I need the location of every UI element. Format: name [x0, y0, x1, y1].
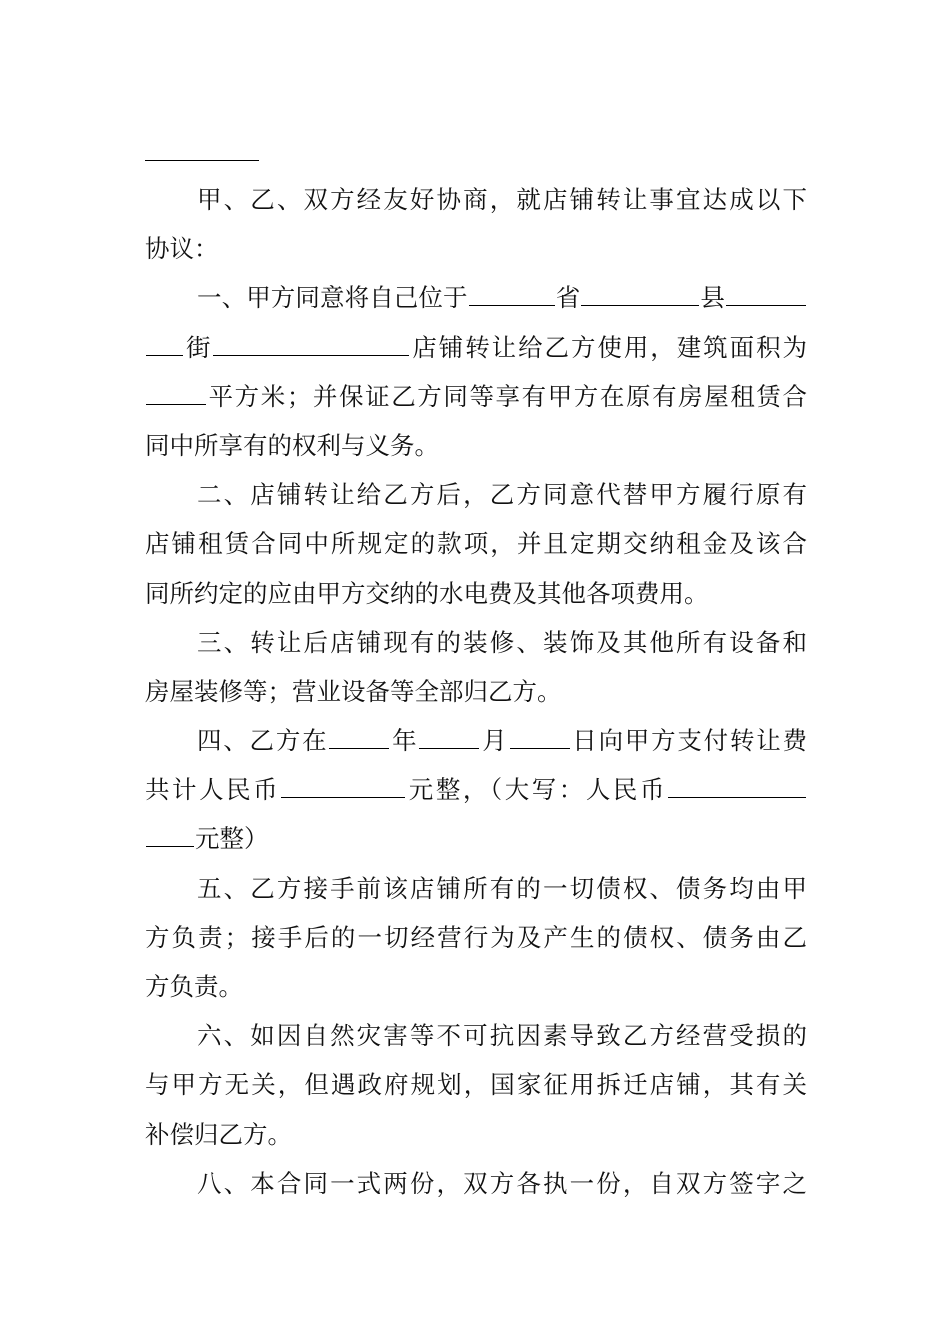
area-unit-text: 平方米；并保证乙方同等享有甲方在原有房屋租赁合 [207, 381, 807, 411]
amount-in-words-blank-part-2 [146, 821, 194, 848]
intro-line-1: 甲、乙、双方经友好协商，就店铺转让事宜达成以下 [197, 185, 807, 214]
clause-5-line-3: 方负责。 [145, 972, 243, 1001]
clause-5-line-2: 方负责；接手后的一切经营行为及产生的债权、债务由乙 [145, 922, 807, 952]
intro-line-2: 协议： [145, 234, 219, 264]
transfer-text: 店铺转让给乙方使用，建筑面积为 [410, 332, 807, 362]
clause-1-text: 一、甲方同意将自己位于 [197, 283, 468, 313]
clause-1 [145, 273, 807, 470]
shop-address-blank [213, 329, 409, 356]
clause-1-line-4: 同中所享有的权利与义务。 [145, 430, 439, 460]
amount-in-words-blank-part-1 [668, 772, 806, 799]
clause-6-line-2: 与甲方无关，但遇政府规划，国家征用拆迁店铺，其有关 [145, 1070, 807, 1100]
month-blank [419, 722, 479, 749]
total-label: 共计人民币 [145, 775, 281, 805]
street-blank-part-1 [726, 280, 806, 307]
intro-paragraph [145, 175, 807, 273]
clause-4-text: 四、乙方在 [197, 726, 329, 756]
top-fill-in-blank [145, 160, 259, 161]
clause-6-line-3: 补偿归乙方。 [145, 1119, 292, 1149]
clause-6-line-1: 六、如因自然灾害等不可抗因素导致乙方经营受损的 [197, 1021, 807, 1051]
month-label: 月 [480, 726, 509, 756]
clause-3-line-1: 三、转让后店铺现有的装修、装饰及其他所有设备和 [197, 627, 807, 657]
clause-1-line-1 [145, 273, 807, 322]
amount-blank [281, 772, 405, 799]
day-text: 日向甲方支付转让费 [570, 726, 807, 756]
clause-4-line-1 [145, 716, 807, 765]
yuan-text: 元整，（大写：人民币 [406, 775, 667, 805]
clause-8 [145, 1159, 807, 1208]
clause-4 [145, 716, 807, 864]
clause-2-line-3: 同所约定的应由甲方交纳的水电费及其他各项费用。 [145, 578, 709, 608]
county-blank [581, 280, 699, 307]
clause-2 [145, 470, 807, 618]
street-label: 街 [184, 332, 213, 362]
clause-8-line-1: 八、本合同一式两份，双方各执一份，自双方签字之 [197, 1168, 807, 1198]
clause-6 [145, 1011, 807, 1159]
clause-5-line-1: 五、乙方接手前该店铺所有的一切债权、债务均由甲 [197, 873, 807, 903]
clause-2-line-1: 二、店铺转让给乙方后，乙方同意代替甲方履行原有 [197, 480, 807, 510]
county-label: 县 [700, 283, 726, 313]
clause-5 [145, 864, 807, 1012]
clause-1-line-2 [145, 323, 807, 372]
province-label: 省 [555, 283, 581, 313]
province-blank [469, 280, 555, 307]
clause-2-line-2: 店铺租赁合同中所规定的款项，并且定期交纳租金及该合 [145, 529, 807, 559]
area-blank [146, 378, 206, 405]
day-blank [510, 722, 570, 749]
clause-1-line-3 [145, 372, 807, 421]
yuan-end-text: 元整） [195, 824, 269, 854]
clause-3-line-2: 房屋装修等；营业设备等全部归乙方。 [145, 676, 562, 706]
clause-4-line-3 [145, 814, 807, 863]
clause-4-line-2 [145, 765, 807, 814]
contract-body [145, 175, 807, 1208]
street-blank-part-2 [146, 329, 183, 356]
year-label: 年 [390, 726, 419, 756]
year-blank [329, 722, 389, 749]
clause-3 [145, 618, 807, 716]
